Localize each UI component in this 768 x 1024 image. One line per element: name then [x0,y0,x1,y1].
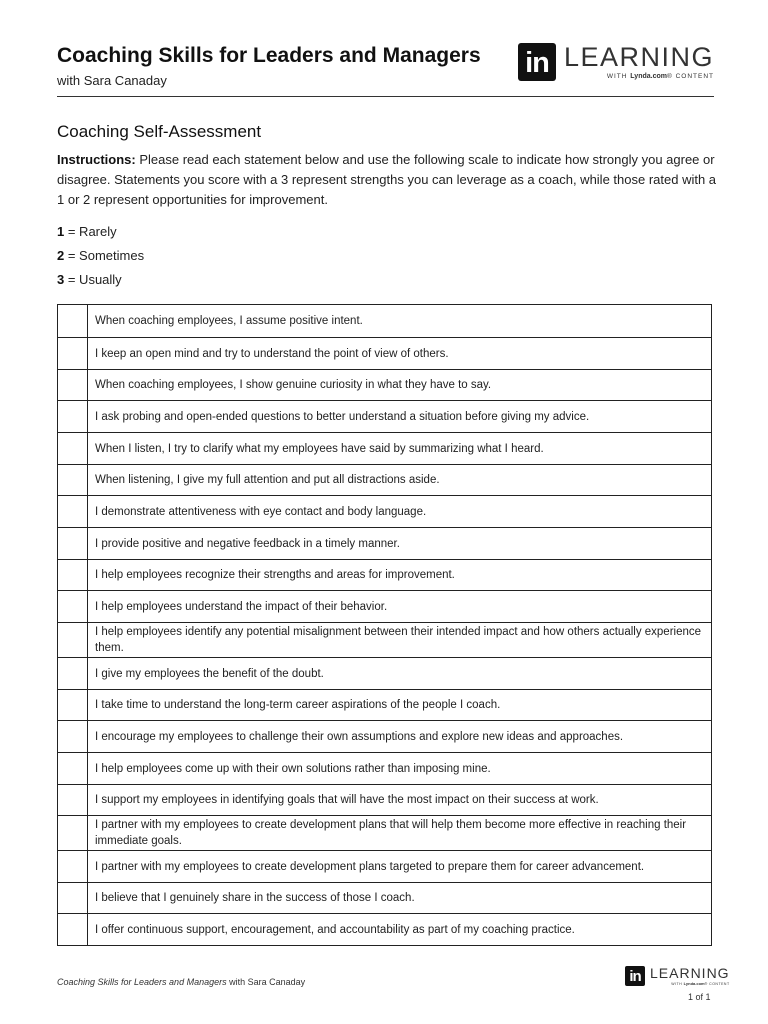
assessment-row [58,657,711,689]
statement-text: I help employees come up with their own solutions rather than imposing mine. [95,762,491,775]
assessment-row [58,622,711,657]
score-cell[interactable] [58,465,88,495]
score-cell[interactable] [58,851,88,882]
assessment-row [58,913,711,945]
statement-text: I believe that I genuinely share in the success of those I coach. [95,892,415,904]
assessment-row [58,590,711,622]
scale-item: 1 = Rarely [57,224,117,239]
instructions-paragraph [57,150,717,210]
assessment-row [58,815,711,850]
score-cell[interactable] [58,401,88,432]
footer-linkedin-learning-logo [625,965,730,987]
footer-course-credit: Coaching Skills for Leaders and Managers with Sara Canaday [57,977,306,987]
page-number: 1 of 1 [688,992,711,1002]
statement-text: I provide positive and negative feedback in a timely manner. [95,537,400,550]
section-title: Coaching Self-Assessment [57,122,262,141]
assessment-row [58,432,711,464]
assessment-row [58,337,711,369]
score-cell[interactable] [58,560,88,590]
statement-text: I encourage my employees to challenge their own assumptions and explore new ideas and approaches. [95,730,624,743]
course-title: Coaching Skills for Leaders and Managers [57,44,481,67]
assessment-row [58,784,711,815]
assessment-row [58,400,711,432]
score-cell[interactable] [58,623,88,657]
statement-text: When coaching employees, I assume positive intent. [95,315,363,327]
score-cell[interactable] [58,690,88,720]
statement-text: I give my employees the benefit of the doubt. [95,667,324,680]
assessment-row [58,689,711,720]
statement-text: I help employees understand the impact of their behavior. [95,600,388,613]
assessment-table [57,304,712,946]
rating-scale [57,222,144,294]
statement-text: I support my employees in identifying goals that will have the most impact on their success at work. [95,794,599,806]
assessment-row [58,720,711,752]
course-subtitle: with Sara Canaday [57,73,167,88]
scale-item: 3 = Usually [57,272,122,287]
score-cell[interactable] [58,433,88,464]
score-cell[interactable] [58,370,88,400]
scale-item: 2 = Sometimes [57,248,145,263]
score-cell[interactable] [58,496,88,527]
logo-tagline: WITH Lynda.com® CONTENT [606,73,714,80]
score-cell[interactable] [58,883,88,913]
statement-text: I partner with my employees to create development plans that will help them become more effective in reaching their immediate goals. [95,819,687,847]
score-cell[interactable] [58,658,88,689]
logo-wordmark: LEARNING [563,42,714,72]
document-header [57,42,714,97]
score-cell[interactable] [58,785,88,815]
statement-text: I demonstrate attentiveness with eye contact and body language. [95,505,427,518]
instructions-label: Instructions: [57,152,136,167]
assessment-row [58,527,711,559]
score-cell[interactable] [58,528,88,559]
logo-tagline: WITH Lynda.com® CONTENT [671,981,730,986]
statement-text: I offer continuous support, encouragement, and accountability as part of my coaching practice. [95,923,575,936]
linkedin-in-icon: in [518,43,556,81]
logo-wordmark: LEARNING [650,965,730,981]
statement-text: I partner with my employees to create development plans targeted to prepare them for career advancement. [95,860,645,873]
linkedin-in-icon: in [625,966,645,986]
statement-text: I help employees recognize their strengths and areas for improvement. [95,569,455,581]
score-cell[interactable] [58,753,88,784]
statement-text: When coaching employees, I show genuine curiosity in what they have to say. [95,379,492,391]
assessment-row [58,882,711,913]
assessment-row [58,495,711,527]
score-cell[interactable] [58,721,88,752]
score-cell[interactable] [58,816,88,850]
statement-text: When I listen, I try to clarify what my employees have said by summarizing what I heard. [95,442,544,455]
assessment-row [58,752,711,784]
assessment-row [58,464,711,495]
assessment-row [58,369,711,400]
instructions-text: Please read each statement below and use the following scale to indicate how strongly you agree or disagree. Statements you score with a 3 represent strengths you can leverage as a coach, while those rated with a 1 or 2 represent opportunities for improvement. [57,152,717,207]
assessment-row [58,305,711,337]
statement-text: I keep an open mind and try to understand the point of view of others. [95,347,449,360]
score-cell[interactable] [58,914,88,945]
linkedin-learning-logo [518,42,714,86]
assessment-row [58,559,711,590]
statement-text: I help employees identify any potential misalignment between their intended impact and how others actually experience them. [95,626,702,654]
score-cell[interactable] [58,338,88,369]
statement-text: When listening, I give my full attention and put all distractions aside. [95,474,440,486]
statement-text: I take time to understand the long-term career aspirations of the people I coach. [95,699,501,711]
statement-text: I ask probing and open-ended questions to better understand a situation before giving my advice. [95,410,590,423]
score-cell[interactable] [58,591,88,622]
score-cell[interactable] [58,305,88,337]
assessment-row [58,850,711,882]
